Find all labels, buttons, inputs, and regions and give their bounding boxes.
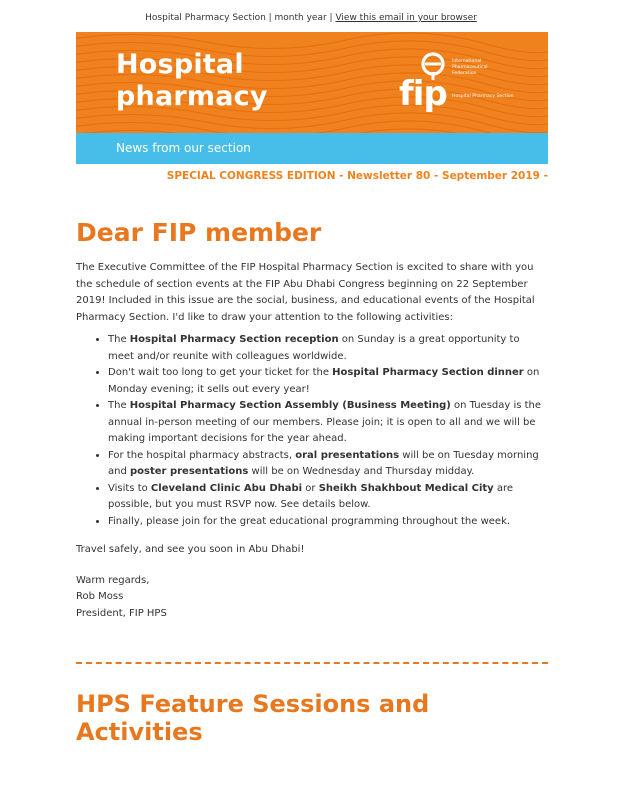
banner-title bbox=[116, 49, 268, 113]
preheader-text: Hospital Pharmacy Section | month year | bbox=[145, 13, 333, 23]
signoff-role: President, FIP HPS bbox=[76, 607, 167, 619]
list-item: • Visits to Cleveland Clinic Abu Dhabi or Sheikh Shakhbout Medical City are possible, but you must RSVP now. See details below. bbox=[108, 481, 548, 514]
section-divider bbox=[76, 662, 548, 664]
fip-logo-text: fip bbox=[399, 74, 447, 114]
list-item: • The Hospital Pharmacy Section reception on Sunday is a great opportunity to meet and/or reunite with colleagues worldwide. bbox=[108, 332, 548, 365]
preheader bbox=[0, 0, 622, 32]
edition-line: SPECIAL CONGRESS EDITION - Newsletter 80 - September 2019 - bbox=[166, 170, 548, 182]
section-heading: HPS Feature Sessions and Activities bbox=[76, 690, 430, 746]
fip-logo bbox=[399, 52, 539, 127]
signature bbox=[76, 573, 548, 623]
letter-content bbox=[76, 260, 548, 622]
intro-paragraph: The Executive Committee of the FIP Hospital Pharmacy Section is excited to share with you the schedule of section events at the FIP Abu Dhabi Congress beginning on 22 September 2019! Included in this issue are the social, business, and educational events of the Hospital Pharmacy Section. I'd like to draw your attention to the following activities: bbox=[76, 262, 535, 323]
travel-line: Travel safely, and see you soon in Abu Dhabi! bbox=[76, 544, 305, 555]
org-line2: Pharmaceutical bbox=[452, 65, 488, 70]
signoff-name: Rob Moss bbox=[76, 591, 124, 602]
header-banner bbox=[76, 32, 548, 133]
org-line1: International bbox=[452, 59, 482, 64]
org-line3: Federation bbox=[452, 71, 477, 76]
signoff-regards: Warm regards, bbox=[76, 574, 150, 586]
list-item: • For the hospital pharmacy abstracts, oral presentations will be on Tuesday morning and poster presentations will be on Wednesday and Thursday midday. bbox=[108, 448, 548, 481]
banner-title-line1: Hospital bbox=[116, 49, 244, 80]
list-item: • The Hospital Pharmacy Section Assembly (Business Meeting) on Tuesday is the annual in-person meeting of our members. Please join; it is open to all and we will be making important decisions for the year ahead. bbox=[108, 398, 548, 448]
view-in-browser-link[interactable]: View this email in your browser bbox=[335, 13, 477, 23]
banner-title-line2: pharmacy bbox=[116, 81, 268, 112]
list-item: • Finally, please join for the great educational programming throughout the week. bbox=[108, 514, 548, 531]
fip-section-name: Hospital Pharmacy Section bbox=[452, 94, 514, 99]
greeting-heading: Dear FIP member bbox=[76, 218, 322, 247]
banner-subtitle: News from our section bbox=[76, 133, 548, 164]
fip-org-name bbox=[452, 59, 488, 77]
list-item: • Don't wait too long to get your ticket for the Hospital Pharmacy Section dinner on Monday evening; it sells out every year! bbox=[108, 365, 548, 398]
activities-list bbox=[76, 332, 548, 530]
email-body bbox=[76, 32, 548, 746]
